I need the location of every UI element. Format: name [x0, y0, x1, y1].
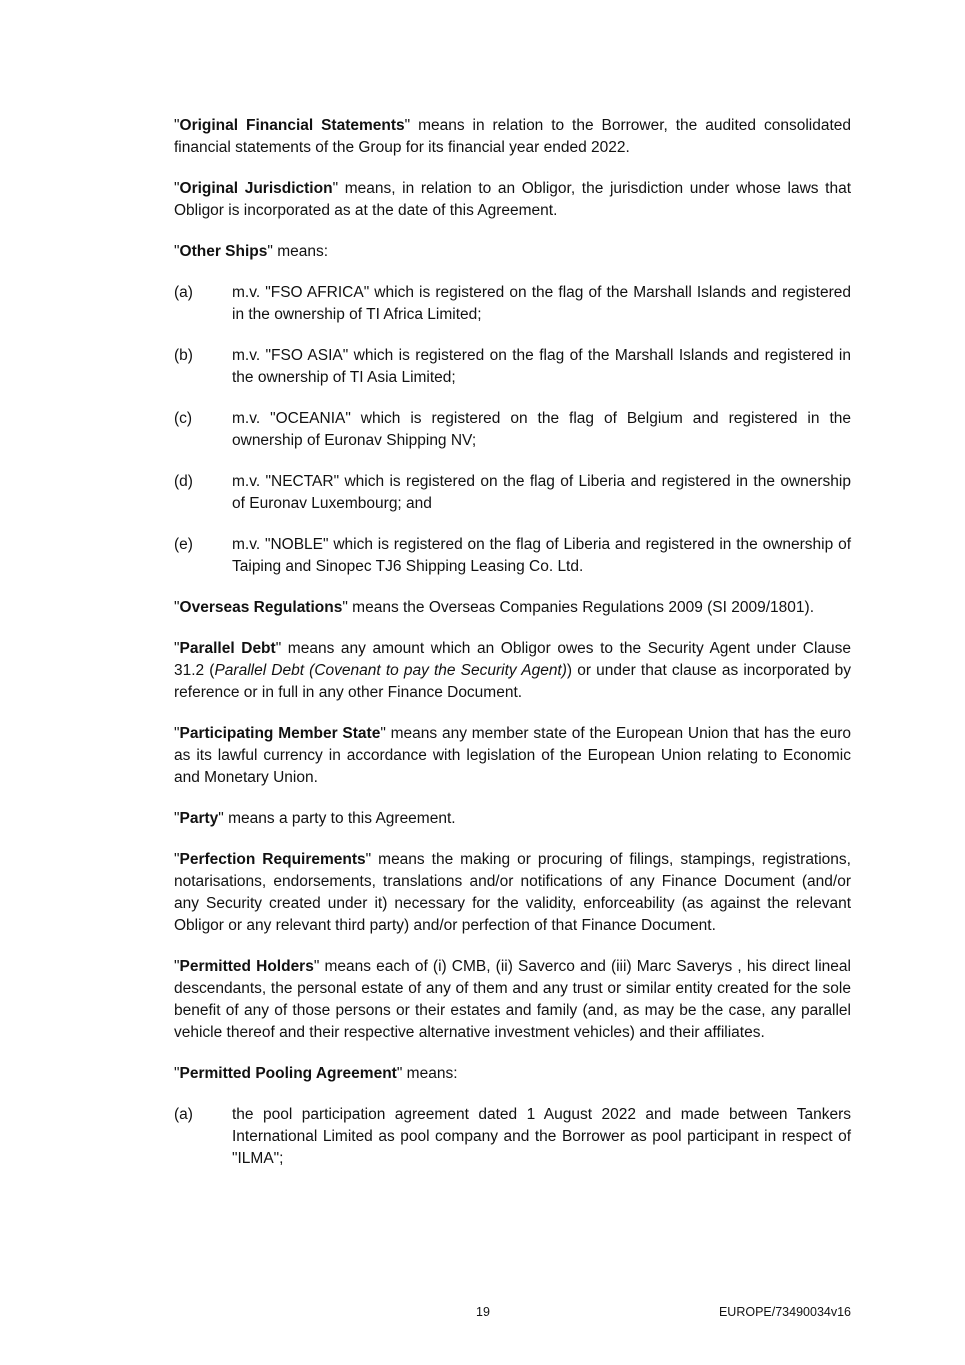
list-label: (a): [174, 284, 193, 301]
list-text: m.v. "NOBLE" which is registered on the flag of Liberia and registered in the ownership of Taiping and Sinopec TJ6 Shipping Leasing Co. Ltd.: [232, 536, 851, 575]
list-item: [174, 345, 851, 389]
definition-text: means:: [272, 243, 329, 260]
definition-perfection-requirements: "Perfection Requirements" means the making or procuring of filings, stampings, registrations, notarisations, endorsements, translations and/or notifications of any Finance Document (and/or any Security created under it) necessary for the validity, enforceability (as against the relevant Obligor or any relevant third party) and/or perfection of that Finance Document.: [174, 851, 851, 934]
term: Parallel Debt: [179, 640, 276, 657]
document-body: [174, 115, 851, 1189]
definition-text: means any amount which an Obligor owes to the Security Agent under Clause 31.2 (: [174, 640, 851, 679]
list-item: [174, 534, 851, 578]
list-label: (e): [174, 536, 193, 553]
list-label: (b): [174, 347, 193, 364]
term: Overseas Regulations: [179, 599, 343, 616]
definition-text: means each of (i) CMB, (ii) Saverco and (iii) Marc Saverys , his direct lineal descendants, the personal estate of any of them and any trust or similar entity created for the sole benefit of any of those persons or their estates and family (and, as may be the case, any parallel vehicle thereof and their respective alternative investment vehicles) and their affiliates.: [174, 958, 851, 1041]
term: Perfection Requirements: [179, 851, 366, 868]
list-text: m.v. "FSO AFRICA" which is registered on the flag of the Marshall Islands and registered in the ownership of TI Africa Limited;: [232, 284, 851, 323]
list-text: the pool participation agreement dated 1 August 2022 and made between Tankers International Limited as pool company and the Borrower as pool participant in respect of "ILMA";: [232, 1106, 851, 1167]
definition-overseas-regulations: "Overseas Regulations" means the Overseas Companies Regulations 2009 (SI 2009/1801).: [174, 599, 814, 616]
list-text: m.v. "NECTAR" which is registered on the flag of Liberia and registered in the ownership of Euronav Luxembourg; and: [232, 473, 851, 512]
definition-participating-member-state: "Participating Member State" means any member state of the European Union that has the euro as its lawful currency in accordance with legislation of the European Union relating to Economic and Monetary Union.: [174, 725, 851, 786]
definition-parallel-debt: "Parallel Debt" means any amount which an Obligor owes to the Security Agent under Clause 31.2 (Parallel Debt (Covenant to pay the Security Agent)) or under that clause as incorporated by reference or in full in any other Finance Document.: [174, 640, 851, 701]
list-label: (a): [174, 1106, 193, 1123]
clause-title: Parallel Debt (Covenant to pay the Security Agent): [214, 662, 567, 679]
term: Permitted Pooling Agreement: [179, 1065, 397, 1082]
list-item: [174, 1104, 851, 1170]
definition-original-jurisdiction: "Original Jurisdiction" means, in relation to an Obligor, the jurisdiction under whose laws that Obligor is incorporated as at the date of this Agreement.: [174, 180, 852, 219]
definition-other-ships: "Other Ships" means:: [174, 243, 329, 260]
list-item: [174, 282, 851, 326]
definition-text: means, in relation to an Obligor, the jurisdiction under whose laws that Obligor is incorporated as at the date of this Agreement.: [174, 180, 852, 219]
list-label: (c): [174, 410, 193, 427]
definition-text: means any member state of the European Union that has the euro as its lawful currency in accordance with legislation of the European Union relating to Economic and Monetary Union.: [174, 725, 851, 786]
term: Original Financial Statements: [179, 117, 405, 134]
term: Permitted Holders: [179, 958, 314, 975]
definition-permitted-holders: "Permitted Holders" means each of (i) CMB, (ii) Saverco and (iii) Marc Saverys , his direct lineal descendants, the personal estate of any of them and any trust or similar entity created for the sole benefit of any of those persons or their estates and family (and, as may be the case, any parallel vehicle thereof and their respective alternative investment vehicles) and their affiliates.: [174, 958, 851, 1041]
term: Original Jurisdiction: [179, 180, 333, 197]
document-reference: EUROPE/73490034v16: [718, 1305, 851, 1319]
definition-text: means in relation to the Borrower, the audited consolidated financial statements of the Group for its financial year ended 2022.: [174, 117, 851, 156]
definition-party: "Party" means a party to this Agreement.: [174, 810, 456, 827]
definition-original-financial-statements: "Original Financial Statements" means in relation to the Borrower, the audited consolidated financial statements of the Group for its financial year ended 2022.: [174, 117, 851, 156]
definition-text: means a party to this Agreement.: [223, 810, 456, 827]
list-text: m.v. "OCEANIA" which is registered on the flag of Belgium and registered in the ownership of Euronav Shipping NV;: [232, 410, 851, 449]
list-label: (d): [174, 473, 193, 490]
term: Party: [179, 810, 219, 827]
list-item: [174, 471, 851, 515]
term: Participating Member State: [179, 725, 381, 742]
definition-text: means:: [402, 1065, 458, 1082]
definition-text: ) or under that clause as incorporated by reference or in full in any other Finance Document.: [174, 662, 851, 701]
term: Other Ships: [179, 243, 268, 260]
list-item: [174, 408, 851, 452]
page-number: 19: [476, 1305, 490, 1319]
list-text: m.v. "FSO ASIA" which is registered on the flag of the Marshall Islands and registered in the ownership of TI Asia Limited;: [232, 347, 851, 386]
definition-text: means the making or procuring of filings, stampings, registrations, notarisations, endorsements, translations and/or notifications of any Finance Document (and/or any Security created under it) necessary for the validity, enforceability (as against the relevant Obligor or any relevant third party) and/or perfection of that Finance Document.: [174, 851, 851, 934]
definition-text: means the Overseas Companies Regulations 2009 (SI 2009/1801).: [347, 599, 814, 616]
definition-permitted-pooling-agreement: "Permitted Pooling Agreement" means:: [174, 1065, 458, 1082]
